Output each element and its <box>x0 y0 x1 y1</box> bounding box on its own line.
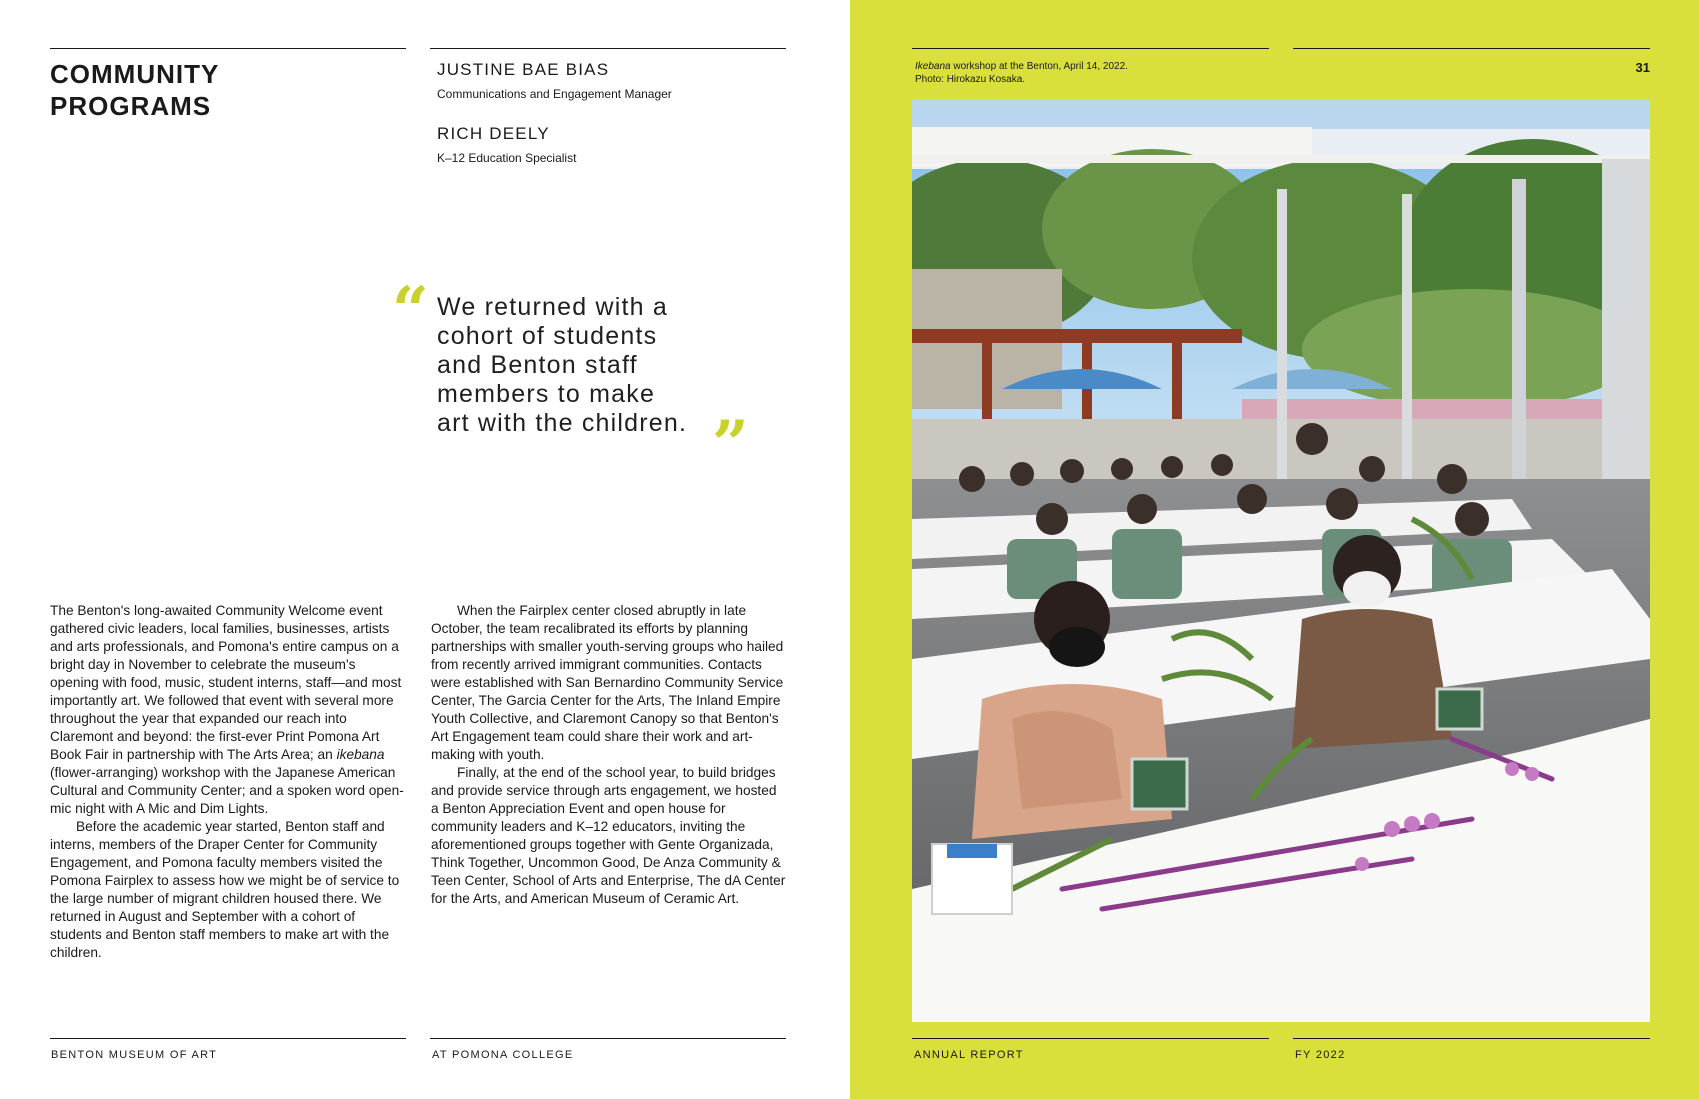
body-paragraph: Before the academic year started, Benton staff and interns, members of the Draper Center for Community Engagement, and Pomona faculty members visited the Pomona Fairplex to assess how we might be of service to the large number of migrant children housed there. We returned in August and September with a cohort of students and Benton staff members to make art with the children. <box>50 819 400 960</box>
footer-museum-name: BENTON MUSEUM OF ART <box>51 1049 218 1061</box>
body-text-italic: ikebana <box>336 747 385 762</box>
body-paragraph: Finally, at the end of the school year, to build bridges and provide service through arts engagement, we hosted a Benton Appreciation Event and open house for community leaders and K–12 educators, inviting the aforementioned groups together with Gente Organizada, Think Together, Uncommon Good, De Anza Community & Teen Center, School of Arts and Enterprise, The dA Center for the Arts, and American Museum of Ceramic Art. <box>431 765 786 906</box>
staff-role: K–12 Education Specialist <box>437 151 577 165</box>
top-rule-right <box>1293 48 1650 49</box>
section-title <box>50 58 390 122</box>
body-text: The Benton's long-awaited Community Welcome event gathered civic leaders, local families, businesses, artists and arts professionals, and Pomona's entire campus on a bright day in November to celebrate the museum's opening with food, music, student interns, staff—and most importantly art. We followed that event with several more throughout the year that expanded our reach into Claremont and beyond: the first-ever Print Pomona Art Book Fair in partnership with The Arts Area; an <box>50 603 402 762</box>
pull-quote-line: members to make <box>437 380 656 408</box>
open-quote-mark: “ <box>392 273 429 348</box>
ikebana-workshop-photo <box>912 99 1650 1022</box>
close-quote-mark: ” <box>712 407 749 482</box>
page-number: 31 <box>1635 60 1650 75</box>
staff-name: JUSTINE BAE BIAS <box>437 60 610 79</box>
section-title-line-1: COMMUNITY <box>50 59 220 89</box>
pull-quote-line: and Benton staff <box>437 351 638 379</box>
body-text: (flower-arranging) workshop with the Japanese American Cultural and Community Center; and a spoken word open-mic night with A Mic and Dim Lights. <box>50 765 404 816</box>
footer-rule-right <box>1293 1038 1650 1039</box>
pull-quote-line: cohort of students <box>437 322 658 350</box>
section-title-line-2: PROGRAMS <box>50 91 212 121</box>
pull-quote-line: art with the children. <box>437 409 688 437</box>
staff-role: Communications and Engagement Manager <box>437 87 672 101</box>
top-rule-left <box>50 48 406 49</box>
footer-fiscal-year: FY 2022 <box>1295 1049 1346 1061</box>
footer-college-name: AT POMONA COLLEGE <box>432 1049 574 1061</box>
body-column-2 <box>431 602 787 908</box>
photo-caption <box>915 60 1275 86</box>
caption-text: workshop at the Benton, April 14, 2022. <box>950 61 1128 72</box>
top-rule-right <box>430 48 786 49</box>
photo-credit: Photo: Hirokazu Kosaka. <box>915 74 1026 85</box>
top-rule-left <box>912 48 1269 49</box>
body-paragraph: When the Fairplex center closed abruptly in late October, the team recalibrated its efforts by planning partnerships with smaller youth-serving groups who hailed from recently arrived immigrant communities. Contacts were established with San Bernardino Community Service Center, The Garcia Center for the Arts, The Inland Empire Youth Collective, and Claremont Canopy so that Benton's Art Engagement team could share their work and art-making with youth. <box>431 603 784 762</box>
footer-rule-right <box>430 1038 786 1039</box>
staff-entry <box>437 60 777 102</box>
staff-entry <box>437 124 777 166</box>
body-column-1 <box>50 602 406 962</box>
footer-rule-left <box>912 1038 1269 1039</box>
caption-italic: Ikebana <box>915 61 951 72</box>
footer-report-label: ANNUAL REPORT <box>914 1049 1024 1061</box>
footer-rule-left <box>50 1038 406 1039</box>
staff-name: RICH DEELY <box>437 124 550 143</box>
body-paragraph <box>50 602 406 818</box>
pull-quote <box>437 293 737 438</box>
pull-quote-line: We returned with a <box>437 293 668 321</box>
